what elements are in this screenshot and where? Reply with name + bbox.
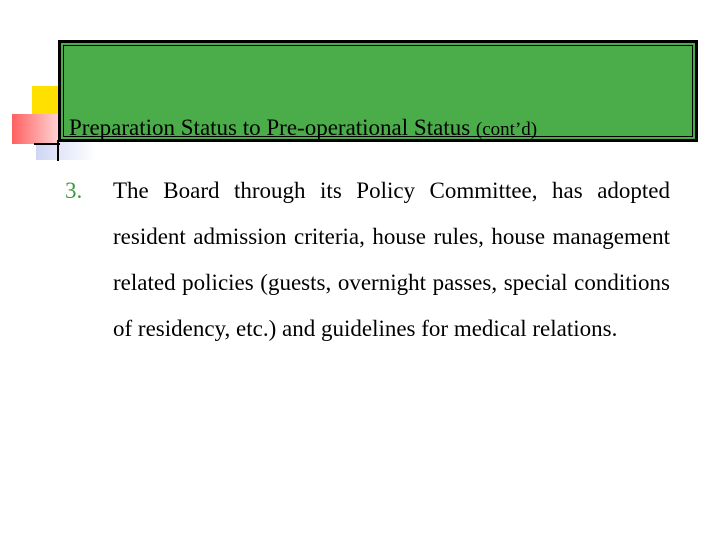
list-item	[65, 168, 670, 352]
list-item-number: 3.	[65, 178, 83, 203]
slide-title-main: Preparation Status to Pre-operational Status	[69, 115, 471, 140]
list-item-text: The Board through its Policy Committee, has adopted resident admission criteria, house rules, house management related policies (guests, overnight passes, special conditions of residency, etc.) and guidelines for medical relations.	[113, 178, 670, 341]
decor-vertical-line	[57, 140, 59, 161]
decor-red-block	[12, 114, 58, 144]
slide-title-suffix: (cont’d)	[475, 119, 538, 140]
title-bar	[58, 40, 698, 142]
slide-title	[69, 115, 537, 141]
